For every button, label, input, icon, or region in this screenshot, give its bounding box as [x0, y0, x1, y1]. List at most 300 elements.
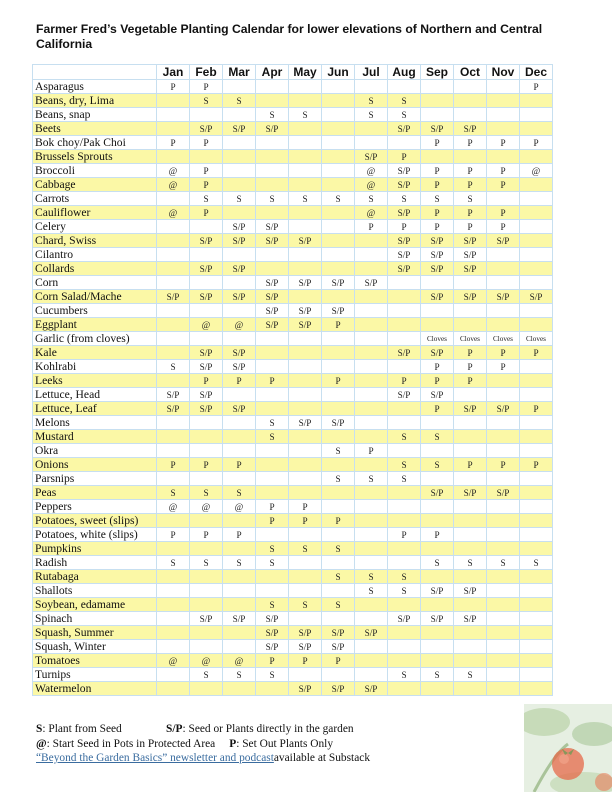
planting-cell: S/P — [256, 290, 289, 304]
month-header-dec: Dec — [520, 65, 553, 80]
planting-cell — [487, 248, 520, 262]
planting-cell — [289, 178, 322, 192]
planting-cell: P — [322, 654, 355, 668]
planting-cell: S — [388, 192, 421, 206]
planting-cell — [487, 528, 520, 542]
planting-cell: @ — [190, 318, 223, 332]
table-row — [33, 542, 553, 556]
planting-cell: S/P — [256, 122, 289, 136]
planting-cell — [388, 136, 421, 150]
planting-cell — [520, 654, 553, 668]
planting-cell — [256, 206, 289, 220]
planting-cell: S — [223, 192, 256, 206]
table-row — [33, 332, 553, 346]
planting-cell — [289, 612, 322, 626]
planting-cell: S — [256, 416, 289, 430]
planting-cell: S/P — [289, 626, 322, 640]
planting-cell: S/P — [256, 220, 289, 234]
planting-cell — [190, 332, 223, 346]
planting-cell — [520, 640, 553, 654]
planting-cell — [190, 276, 223, 290]
planting-cell — [355, 430, 388, 444]
crop-name: Parsnips — [33, 472, 157, 486]
planting-cell: S/P — [487, 234, 520, 248]
planting-cell: P — [157, 458, 190, 472]
planting-cell — [223, 108, 256, 122]
planting-cell: P — [157, 80, 190, 94]
planting-cell — [454, 598, 487, 612]
planting-cell — [289, 290, 322, 304]
planting-cell: S — [487, 556, 520, 570]
crop-name: Eggplant — [33, 318, 157, 332]
planting-cell — [322, 220, 355, 234]
planting-cell — [223, 80, 256, 94]
table-row — [33, 206, 553, 220]
planting-cell: P — [355, 444, 388, 458]
planting-cell: P — [454, 220, 487, 234]
planting-cell — [223, 332, 256, 346]
planting-cell — [520, 444, 553, 458]
planting-cell — [520, 234, 553, 248]
planting-cell — [322, 234, 355, 248]
planting-cell — [157, 612, 190, 626]
planting-cell — [355, 500, 388, 514]
planting-cell — [289, 80, 322, 94]
planting-cell — [520, 486, 553, 500]
planting-cell — [322, 80, 355, 94]
planting-cell: S/P — [388, 262, 421, 276]
planting-cell — [157, 332, 190, 346]
month-header-jul: Jul — [355, 65, 388, 80]
planting-cell: S/P — [421, 612, 454, 626]
planting-cell: S — [322, 570, 355, 584]
planting-cell: @ — [520, 164, 553, 178]
planting-cell — [454, 514, 487, 528]
table-row — [33, 458, 553, 472]
planting-cell: S — [454, 556, 487, 570]
planting-cell — [289, 374, 322, 388]
planting-cell: P — [487, 136, 520, 150]
planting-cell: S/P — [487, 486, 520, 500]
planting-cell — [520, 318, 553, 332]
planting-cell — [289, 136, 322, 150]
month-header-row — [33, 65, 553, 80]
planting-cell: S/P — [454, 248, 487, 262]
planting-cell — [157, 262, 190, 276]
planting-cell — [322, 164, 355, 178]
planting-cell: S/P — [388, 122, 421, 136]
planting-cell — [520, 584, 553, 598]
planting-cell — [388, 402, 421, 416]
planting-cell — [256, 682, 289, 696]
crop-name: Garlic (from cloves) — [33, 332, 157, 346]
planting-cell: S — [454, 668, 487, 682]
planting-cell — [289, 94, 322, 108]
month-header-aug: Aug — [388, 65, 421, 80]
table-row — [33, 234, 553, 248]
planting-cell: Cloves — [421, 332, 454, 346]
planting-cell — [256, 332, 289, 346]
table-row — [33, 290, 553, 304]
planting-cell: P — [421, 402, 454, 416]
planting-cell: S — [421, 430, 454, 444]
legend-seed-or-plant-text: : Seed or Plants directly in the garden — [182, 723, 354, 735]
crop-name: Pumpkins — [33, 542, 157, 556]
planting-cell: S — [190, 556, 223, 570]
table-row — [33, 164, 553, 178]
planting-cell — [190, 220, 223, 234]
planting-cell: S/P — [256, 234, 289, 248]
crop-name: Okra — [33, 444, 157, 458]
planting-cell: S/P — [157, 388, 190, 402]
planting-cell — [322, 430, 355, 444]
planting-cell: S/P — [421, 346, 454, 360]
planting-cell: S — [256, 430, 289, 444]
planting-cell — [421, 654, 454, 668]
planting-cell — [355, 332, 388, 346]
planting-cell — [388, 556, 421, 570]
planting-cell — [157, 472, 190, 486]
planting-cell — [355, 360, 388, 374]
planting-cell — [421, 598, 454, 612]
planting-cell — [520, 626, 553, 640]
planting-cell: S — [322, 472, 355, 486]
planting-cell: S — [223, 486, 256, 500]
planting-cell — [388, 640, 421, 654]
planting-cell: P — [190, 80, 223, 94]
planting-cell: S/P — [355, 276, 388, 290]
table-row — [33, 276, 553, 290]
crop-name: Bok choy/Pak Choi — [33, 136, 157, 150]
planting-cell: P — [421, 220, 454, 234]
planting-cell — [520, 598, 553, 612]
planting-cell — [454, 542, 487, 556]
planting-cell — [157, 150, 190, 164]
planting-cell — [223, 136, 256, 150]
crop-name: Squash, Winter — [33, 640, 157, 654]
planting-cell — [487, 626, 520, 640]
planting-cell: P — [487, 206, 520, 220]
planting-cell — [322, 402, 355, 416]
planting-cell — [256, 388, 289, 402]
planting-cell: P — [421, 360, 454, 374]
planting-cell: Cloves — [454, 332, 487, 346]
planting-cell — [322, 248, 355, 262]
table-row — [33, 374, 553, 388]
planting-cell — [289, 444, 322, 458]
planting-cell — [322, 122, 355, 136]
planting-cell — [355, 458, 388, 472]
planting-cell — [223, 304, 256, 318]
planting-cell — [355, 290, 388, 304]
planting-cell — [157, 668, 190, 682]
planting-cell: S/P — [223, 234, 256, 248]
planting-cell: S/P — [322, 276, 355, 290]
planting-cell — [355, 122, 388, 136]
planting-cell — [256, 528, 289, 542]
planting-cell: P — [520, 402, 553, 416]
planting-cell: S — [157, 556, 190, 570]
planting-cell: P — [289, 654, 322, 668]
planting-cell: S — [157, 486, 190, 500]
crop-name: Potatoes, white (slips) — [33, 528, 157, 542]
planting-cell — [157, 430, 190, 444]
crop-name: Beans, snap — [33, 108, 157, 122]
planting-cell: S — [388, 458, 421, 472]
planting-cell — [289, 458, 322, 472]
planting-cell — [256, 458, 289, 472]
table-row — [33, 108, 553, 122]
planting-cell: P — [487, 360, 520, 374]
planting-cell: S — [355, 584, 388, 598]
planting-cell: S/P — [454, 122, 487, 136]
planting-cell — [421, 276, 454, 290]
planting-cell — [190, 640, 223, 654]
planting-cell — [289, 402, 322, 416]
planting-cell — [223, 472, 256, 486]
planting-cell — [388, 486, 421, 500]
crop-name: Corn — [33, 276, 157, 290]
newsletter-link[interactable]: “Beyond the Garden Basics” newsletter and podcast — [36, 752, 274, 764]
planting-cell — [388, 542, 421, 556]
planting-cell — [520, 150, 553, 164]
planting-cell — [157, 374, 190, 388]
planting-cell — [421, 444, 454, 458]
planting-cell: @ — [157, 206, 190, 220]
planting-cell: S/P — [388, 346, 421, 360]
planting-cell — [355, 654, 388, 668]
planting-cell: @ — [157, 164, 190, 178]
planting-cell: P — [487, 458, 520, 472]
planting-cell — [454, 682, 487, 696]
planting-cell — [487, 444, 520, 458]
planting-cell — [256, 444, 289, 458]
planting-cell — [157, 682, 190, 696]
crop-name: Kale — [33, 346, 157, 360]
planting-cell: S/P — [388, 234, 421, 248]
planting-cell: S — [190, 192, 223, 206]
planting-cell — [157, 220, 190, 234]
planting-cell — [421, 304, 454, 318]
planting-cell — [322, 612, 355, 626]
planting-cell — [355, 640, 388, 654]
planting-cell — [454, 80, 487, 94]
planting-cell — [190, 542, 223, 556]
table-row — [33, 612, 553, 626]
planting-cell — [223, 514, 256, 528]
planting-cell — [520, 682, 553, 696]
planting-cell — [421, 318, 454, 332]
planting-cell — [223, 416, 256, 430]
planting-cell — [157, 108, 190, 122]
planting-cell — [421, 570, 454, 584]
planting-cell: S/P — [454, 584, 487, 598]
table-row — [33, 500, 553, 514]
table-row — [33, 388, 553, 402]
planting-cell — [487, 304, 520, 318]
planting-cell: S/P — [454, 290, 487, 304]
planting-cell: S/P — [322, 640, 355, 654]
planting-cell — [454, 444, 487, 458]
planting-cell — [322, 150, 355, 164]
planting-cell: P — [256, 500, 289, 514]
planting-cell — [454, 108, 487, 122]
planting-cell: P — [190, 178, 223, 192]
planting-cell: S — [256, 556, 289, 570]
crop-name: Lettuce, Leaf — [33, 402, 157, 416]
crop-name: Peppers — [33, 500, 157, 514]
planting-cell — [520, 500, 553, 514]
planting-cell — [454, 276, 487, 290]
crop-name: Beans, dry, Lima — [33, 94, 157, 108]
planting-cell — [355, 80, 388, 94]
planting-cell — [223, 584, 256, 598]
planting-cell — [289, 570, 322, 584]
crop-name: Chard, Swiss — [33, 234, 157, 248]
planting-cell: S/P — [223, 612, 256, 626]
planting-cell — [289, 668, 322, 682]
planting-cell: P — [157, 136, 190, 150]
planting-cell — [421, 500, 454, 514]
planting-cell — [454, 150, 487, 164]
planting-cell — [157, 584, 190, 598]
planting-cell: S — [289, 192, 322, 206]
planting-cell — [454, 318, 487, 332]
planting-cell: P — [190, 164, 223, 178]
planting-cell: S — [355, 94, 388, 108]
legend-pots-text: : Start Seed in Pots in Protected Area — [46, 737, 216, 750]
planting-cell — [322, 500, 355, 514]
planting-cell — [289, 248, 322, 262]
crop-name: Leeks — [33, 374, 157, 388]
planting-cell: @ — [223, 318, 256, 332]
crop-name: Cucumbers — [33, 304, 157, 318]
planting-cell: S — [388, 472, 421, 486]
month-header-nov: Nov — [487, 65, 520, 80]
table-row — [33, 346, 553, 360]
planting-cell — [355, 248, 388, 262]
planting-cell — [289, 122, 322, 136]
planting-cell — [190, 598, 223, 612]
planting-cell — [322, 108, 355, 122]
table-row — [33, 556, 553, 570]
planting-cell — [487, 192, 520, 206]
planting-cell — [388, 626, 421, 640]
planting-cell — [487, 318, 520, 332]
planting-cell — [487, 108, 520, 122]
planting-cell — [223, 598, 256, 612]
crop-name: Tomatoes — [33, 654, 157, 668]
planting-cell — [157, 640, 190, 654]
planting-cell: @ — [190, 654, 223, 668]
planting-cell: S/P — [289, 304, 322, 318]
planting-cell — [355, 528, 388, 542]
planting-cell: P — [520, 80, 553, 94]
planting-cell: S/P — [388, 206, 421, 220]
planting-cell — [157, 276, 190, 290]
planting-cell: @ — [355, 178, 388, 192]
crop-name: Peas — [33, 486, 157, 500]
planting-cell: S/P — [355, 150, 388, 164]
crop-name: Squash, Summer — [33, 626, 157, 640]
planting-cell — [190, 584, 223, 598]
planting-cell: P — [454, 346, 487, 360]
planting-cell — [256, 584, 289, 598]
planting-cell: S/P — [421, 248, 454, 262]
planting-cell — [520, 220, 553, 234]
planting-cell — [256, 360, 289, 374]
planting-cell — [289, 220, 322, 234]
planting-cell — [487, 570, 520, 584]
planting-cell — [388, 318, 421, 332]
legend-plants-text: : Set Out Plants Only — [236, 737, 334, 750]
planting-cell — [487, 598, 520, 612]
planting-cell — [487, 584, 520, 598]
planting-cell: S/P — [190, 122, 223, 136]
planting-cell: S/P — [256, 612, 289, 626]
planting-cell: P — [223, 528, 256, 542]
planting-cell: S/P — [355, 682, 388, 696]
planting-cell — [322, 178, 355, 192]
planting-cell — [322, 136, 355, 150]
crop-name: Watermelon — [33, 682, 157, 696]
planting-cell: P — [487, 346, 520, 360]
planting-cell — [520, 668, 553, 682]
planting-cell: P — [322, 514, 355, 528]
planting-cell — [190, 682, 223, 696]
planting-cell — [454, 304, 487, 318]
planting-cell: S/P — [190, 612, 223, 626]
legend-seed-text: : Plant from Seed — [42, 723, 122, 735]
planting-cell — [520, 122, 553, 136]
planting-cell: @ — [157, 654, 190, 668]
planting-cell — [487, 500, 520, 514]
planting-cell — [520, 248, 553, 262]
month-header-mar: Mar — [223, 65, 256, 80]
planting-cell — [157, 192, 190, 206]
planting-cell — [487, 654, 520, 668]
planting-cell — [157, 318, 190, 332]
planting-cell: P — [223, 458, 256, 472]
planting-cell — [487, 668, 520, 682]
month-header-feb: Feb — [190, 65, 223, 80]
planting-cell: S/P — [421, 122, 454, 136]
planting-cell — [322, 290, 355, 304]
planting-cell — [322, 206, 355, 220]
planting-cell: P — [421, 164, 454, 178]
table-row — [33, 220, 553, 234]
planting-cell: S/P — [223, 262, 256, 276]
planting-cell: S — [421, 556, 454, 570]
planting-cell — [289, 164, 322, 178]
crop-name: Cilantro — [33, 248, 157, 262]
planting-cell — [157, 234, 190, 248]
planting-cell — [157, 626, 190, 640]
planting-cell: S/P — [190, 290, 223, 304]
planting-cell — [289, 332, 322, 346]
planting-cell: S — [289, 598, 322, 612]
planting-cell — [157, 248, 190, 262]
planting-cell — [256, 262, 289, 276]
planting-cell — [355, 388, 388, 402]
planting-cell: P — [190, 206, 223, 220]
planting-cell: P — [454, 206, 487, 220]
planting-cell — [355, 542, 388, 556]
planting-cell: P — [454, 136, 487, 150]
planting-cell: S/P — [322, 682, 355, 696]
legend — [36, 722, 370, 766]
planting-cell — [421, 542, 454, 556]
